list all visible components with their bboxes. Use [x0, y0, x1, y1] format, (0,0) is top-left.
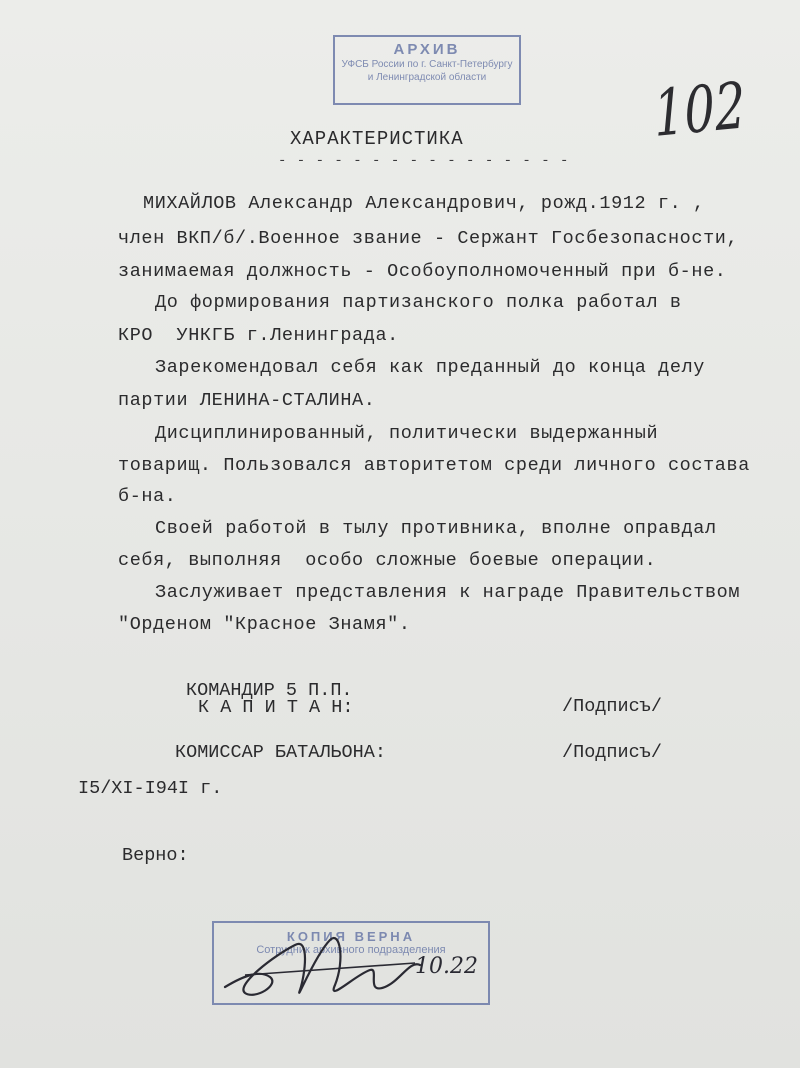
body-line: занимаемая должность - Особоуполномоченный при б-не.: [118, 261, 727, 282]
commander-rank: К А П И Т А Н:: [198, 697, 354, 718]
body-line: До формирования партизанского полка работал в: [155, 292, 682, 313]
body-line: член ВКП/б/.Военное звание - Сержант Госбезопасности,: [118, 228, 739, 249]
body-line: МИХАЙЛОВ Александр Александрович, рожд.1912 г. ,: [143, 193, 705, 214]
copy-stamp-title: КОПИЯ ВЕРНА: [286, 929, 416, 944]
commissar-title: КОМИССАР БАТАЛЬОНА:: [175, 742, 386, 763]
body-line: партии ЛЕНИНА-СТАЛИНА.: [118, 390, 376, 411]
body-line: "Орденом "Красное Знамя".: [118, 614, 411, 635]
copy-stamp-subtitle: Сотрудник архивного подразделения: [256, 944, 446, 956]
signature-date: 10.22: [415, 954, 478, 979]
document-date: I5/XI-I94I г.: [78, 778, 223, 799]
document-title: ХАРАКТЕРИСТИКА: [290, 128, 464, 150]
archive-stamp-line2: и Ленинградской области: [367, 72, 487, 83]
body-line: Дисциплинированный, политически выдержанный: [155, 423, 659, 444]
body-line: себя, выполняя особо сложные боевые операции.: [118, 550, 657, 571]
archive-stamp-title: АРХИВ: [393, 41, 461, 58]
body-line: Заслуживает представления к награде Правительством: [155, 582, 741, 603]
body-line: КРО УНКГБ г.Ленинграда.: [118, 325, 399, 346]
handwritten-page-number: 102: [652, 69, 748, 152]
commander-title: КОМАНДИР 5 П.П.: [186, 680, 353, 701]
certified-label: Верно:: [122, 845, 189, 866]
body-line: Зарекомендовал себя как преданный до конца делу: [155, 357, 705, 378]
commissar-signature: /Подписъ/: [562, 742, 662, 763]
body-line: б-на.: [118, 486, 177, 507]
commander-signature: /Подписъ/: [562, 696, 662, 717]
handwritten-signature: [215, 915, 495, 1010]
body-line: товарищ. Пользовался авторитетом среди личного состава: [118, 455, 750, 476]
body-line: Своей работой в тылу противника, вполне оправдал: [155, 518, 717, 539]
archive-stamp-line1: УФСБ России по г. Санкт-Петербургу: [341, 59, 513, 70]
title-underline: - - - - - - - - - - - - - - - -: [278, 153, 570, 169]
archive-stamp: [333, 35, 521, 105]
